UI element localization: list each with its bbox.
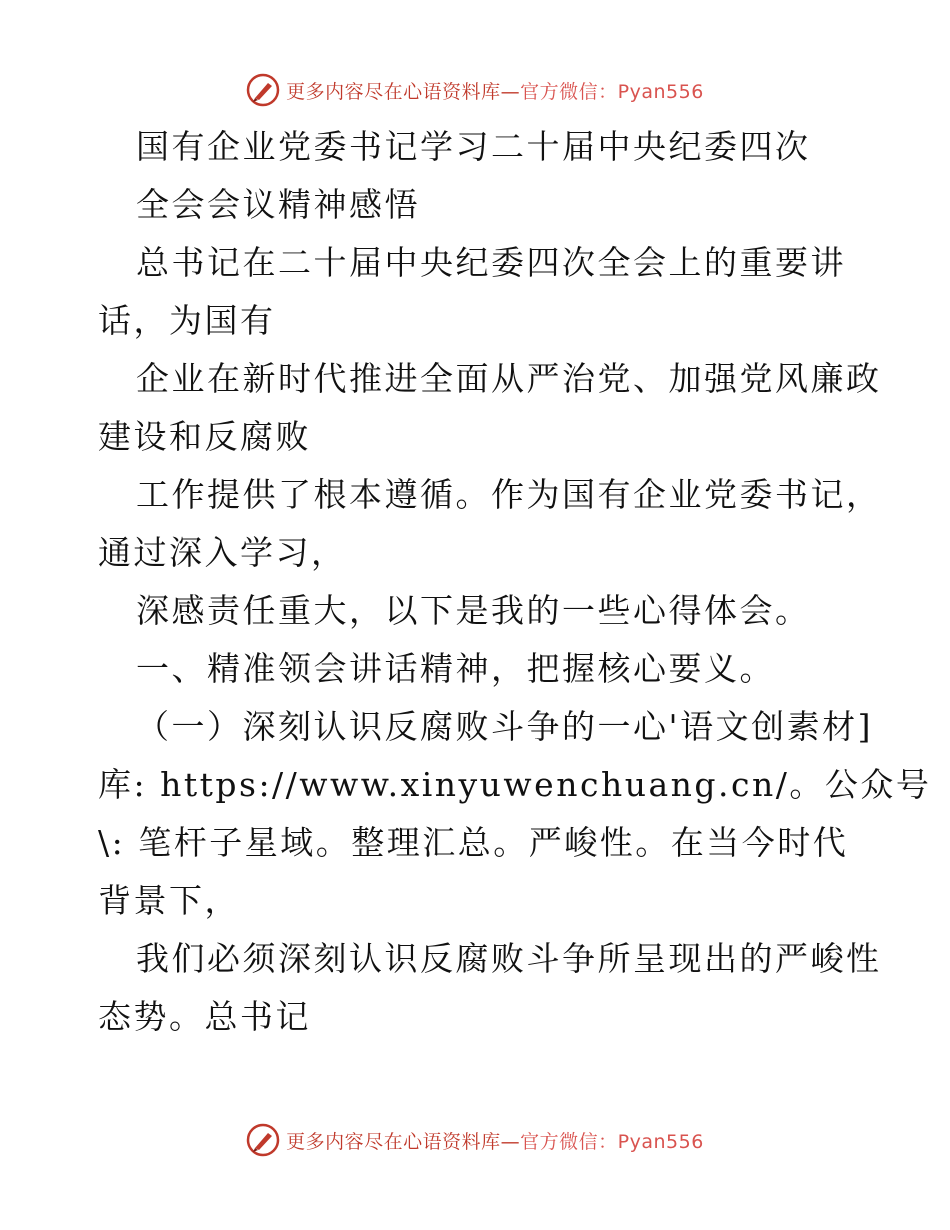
- banner-text: 更多内容尽在心语资料库: [286, 1130, 501, 1153]
- header-banner: [0, 70, 950, 110]
- doc-paragraph-line: 总书记在二十届中央纪委四次全会上的重要讲: [136, 243, 846, 282]
- doc-paragraph-line: 背景下，: [98, 881, 240, 920]
- banner-separator: —: [500, 80, 521, 103]
- pen-logo-icon: [246, 1123, 280, 1157]
- banner-wechat: 官方微信：Pyan556: [520, 80, 704, 103]
- doc-paragraph-line: 通过深入学习，: [98, 533, 347, 572]
- banner-separator: —: [500, 1130, 521, 1153]
- footer-banner: [0, 1120, 950, 1160]
- banner-text-group: [286, 1127, 704, 1154]
- doc-paragraph-line: 态势。总书记: [98, 997, 311, 1036]
- doc-paragraph-line: 话，为国有: [98, 301, 276, 340]
- banner-wechat: 官方微信：Pyan556: [520, 1130, 704, 1153]
- doc-paragraph-line: \: 笔杆子星域。整理汇总。严峻性。在当今时代: [98, 823, 849, 862]
- doc-section-heading: 一、精准领会讲话精神，把握核心要义。: [136, 649, 775, 688]
- doc-paragraph-line: 企业在新时代推进全面从严治党、加强党风廉政: [136, 359, 882, 398]
- pen-logo-icon: [246, 73, 280, 107]
- doc-paragraph-line: 建设和反腐败: [98, 417, 311, 456]
- doc-title-line-1: 国有企业党委书记学习二十届中央纪委四次: [136, 127, 811, 166]
- doc-title-line-2: 全会会议精神感悟: [136, 185, 420, 224]
- doc-subsection-heading: （一）深刻认识反腐败斗争的一心'语文创素材]: [136, 707, 873, 746]
- doc-paragraph-line: 工作提供了根本遵循。作为国有企业党委书记，: [136, 475, 882, 514]
- doc-paragraph-line: 我们必须深刻认识反腐败斗争所呈现出的严峻性: [136, 939, 882, 978]
- doc-paragraph-line: 深感责任重大，以下是我的一些心得体会。: [136, 591, 811, 630]
- banner-text-group: [286, 77, 704, 104]
- doc-paragraph-line: 库: https://www.xinyuwenchuang.cn/。公众号: [98, 765, 932, 804]
- banner-text: 更多内容尽在心语资料库: [286, 80, 501, 103]
